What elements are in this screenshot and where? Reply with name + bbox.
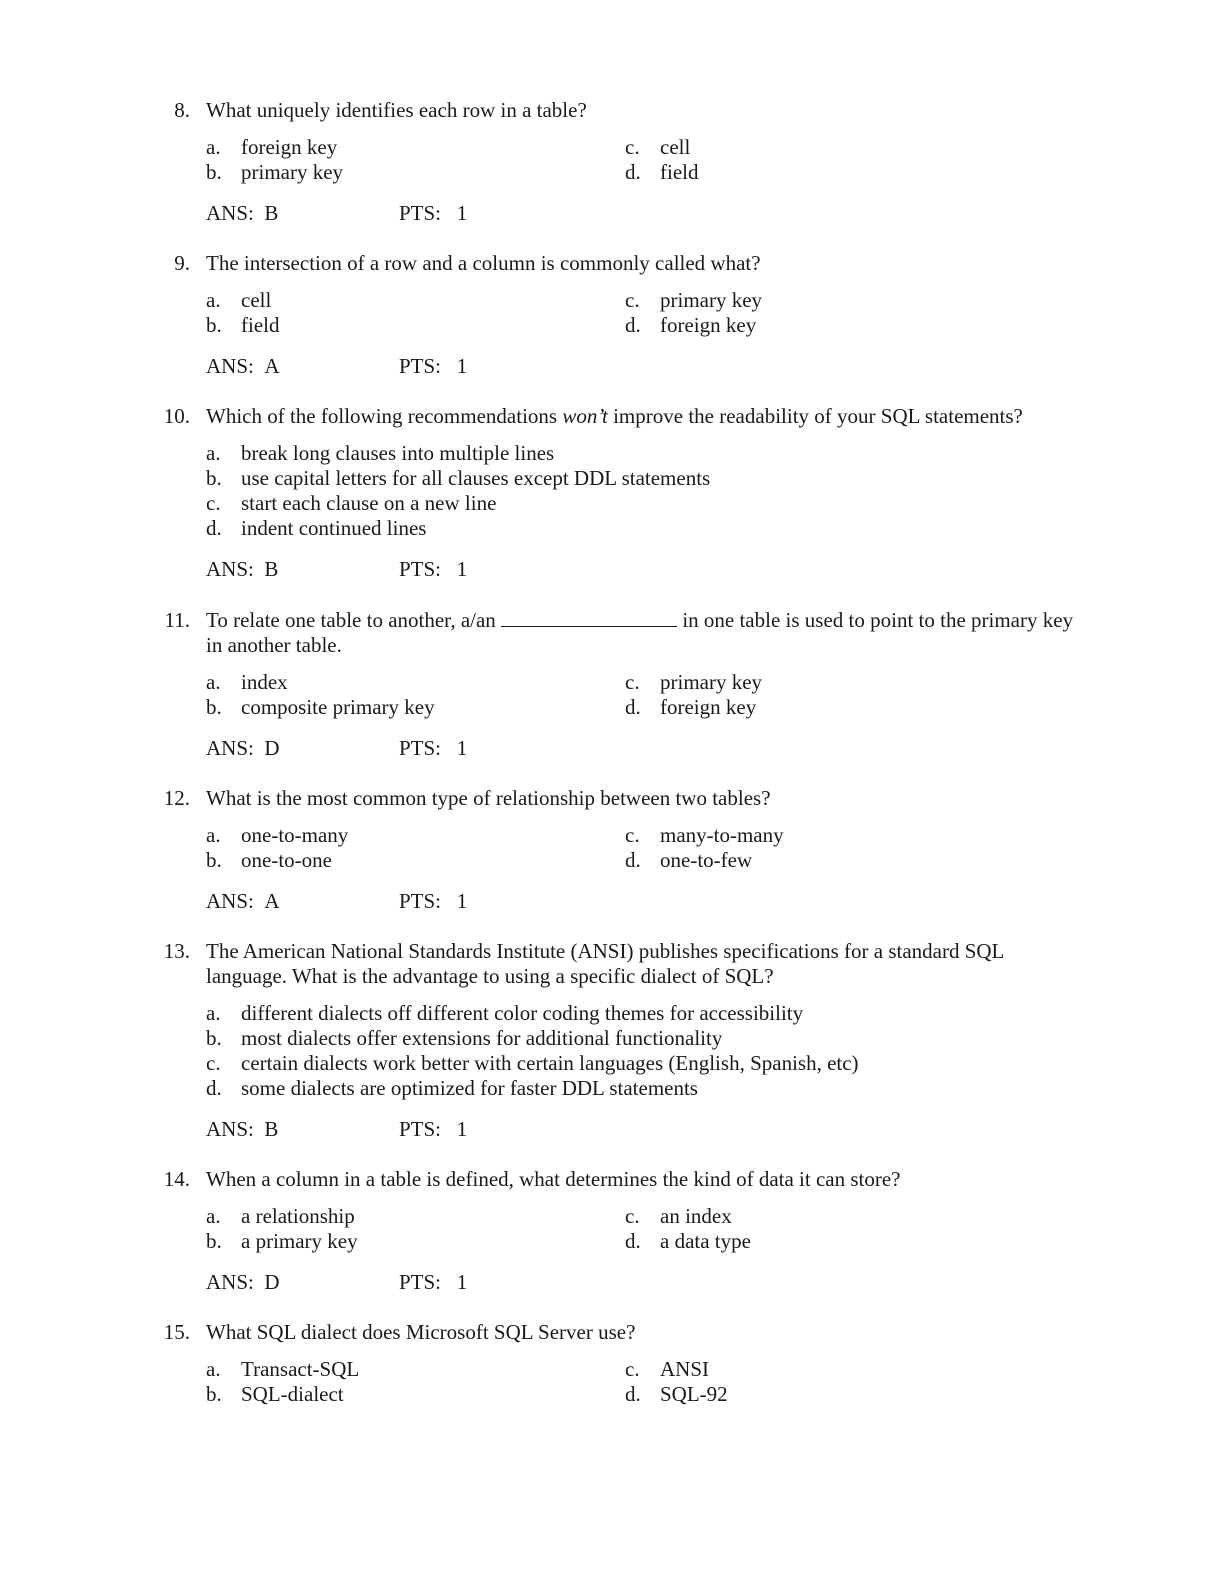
option-letter: d.: [625, 848, 641, 872]
option-a: [206, 441, 554, 466]
option-letter: a.: [206, 441, 221, 465]
option-b: [206, 1026, 722, 1051]
option-letter: a.: [206, 1204, 221, 1228]
option-b: [206, 160, 343, 185]
option-d: [625, 160, 698, 185]
option-text: many-to-many: [660, 823, 784, 847]
stem-text: To relate one table to another, a/an: [206, 608, 502, 632]
option-d: [206, 516, 426, 541]
question-number: 10.: [163, 404, 190, 428]
option-text: cell: [241, 288, 272, 312]
option-c: [206, 491, 496, 516]
option-letter: d.: [206, 516, 222, 540]
answer-line: [206, 1117, 278, 1142]
option-d: [625, 695, 756, 720]
question-stem: The intersection of a row and a column is commonly called what?: [206, 251, 761, 275]
option-text: ANSI: [660, 1357, 710, 1381]
option-text: SQL-dialect: [241, 1382, 344, 1406]
question-stem: What SQL dialect does Microsoft SQL Server use?: [206, 1320, 636, 1344]
option-letter: c.: [625, 288, 640, 312]
option-letter: b.: [206, 466, 222, 490]
option-b: [206, 466, 710, 491]
option-letter: b.: [206, 1026, 222, 1050]
answer-value: A: [264, 889, 280, 913]
option-text: different dialects off different color coding themes for accessibility: [241, 1001, 804, 1025]
points-line: [399, 1270, 467, 1295]
option-letter: b.: [206, 695, 222, 719]
option-b: [206, 313, 279, 338]
answer-value: B: [264, 557, 279, 581]
answer-value: B: [264, 1117, 279, 1141]
option-text: primary key: [660, 670, 763, 694]
option-text: SQL-92: [660, 1382, 728, 1406]
option-text: foreign key: [660, 695, 757, 719]
answer-label: ANS:: [206, 354, 254, 378]
option-text: primary key: [660, 288, 763, 312]
answer-label: ANS:: [206, 557, 254, 581]
option-text: primary key: [241, 160, 344, 184]
option-letter: d.: [625, 160, 641, 184]
option-text: composite primary key: [241, 695, 435, 719]
option-text: one-to-few: [660, 848, 753, 872]
option-text: break long clauses into multiple lines: [241, 441, 555, 465]
points-line: [399, 201, 467, 226]
points-value: 1: [456, 1270, 468, 1294]
option-c: [625, 823, 784, 848]
stem-text: The American National Standards Institute (ANSI) publishes specifications for a standard SQL: [206, 939, 1005, 963]
answer-line: [206, 736, 280, 761]
points-label: PTS:: [399, 1117, 442, 1141]
option-text: an index: [660, 1204, 732, 1228]
option-letter: c.: [625, 135, 640, 159]
option-letter: c.: [625, 670, 640, 694]
option-a: [206, 135, 337, 160]
option-letter: a.: [206, 670, 221, 694]
answer-line: [206, 201, 278, 226]
points-line: [399, 736, 467, 761]
option-b: [206, 1229, 358, 1254]
question-number: 8.: [174, 98, 190, 122]
option-b: [206, 848, 332, 873]
option-text: cell: [660, 135, 691, 159]
question-number: 12.: [163, 786, 190, 810]
option-text: a relationship: [241, 1204, 355, 1228]
option-c: [625, 1204, 732, 1229]
option-a: [206, 288, 271, 313]
option-d: [625, 848, 752, 873]
option-text: use capital letters for all clauses except DDL statements: [241, 466, 711, 490]
option-letter: d.: [206, 1076, 222, 1100]
question-stem: What is the most common type of relationship between two tables?: [206, 786, 771, 810]
option-letter: b.: [206, 1229, 222, 1253]
option-text: most dialects offer extensions for additional functionality: [241, 1026, 723, 1050]
question-stem: What uniquely identifies each row in a table?: [206, 98, 587, 122]
stem-text: language. What is the advantage to using a specific dialect of SQL?: [206, 964, 774, 988]
question-stem: When a column in a table is defined, what determines the kind of data it can store?: [206, 1167, 901, 1191]
stem-text: in another table.: [206, 633, 342, 657]
question-number: 9.: [174, 251, 190, 275]
option-a: [206, 1357, 359, 1382]
option-a: [206, 1001, 803, 1026]
option-text: foreign key: [241, 135, 338, 159]
points-label: PTS:: [399, 736, 442, 760]
option-letter: a.: [206, 823, 221, 847]
points-value: 1: [456, 736, 468, 760]
option-d: [206, 1076, 698, 1101]
answer-value: B: [264, 201, 279, 225]
option-b: [206, 695, 435, 720]
answer-label: ANS:: [206, 201, 254, 225]
option-text: foreign key: [660, 313, 757, 337]
points-label: PTS:: [399, 354, 442, 378]
option-letter: a.: [206, 288, 221, 312]
option-d: [625, 313, 756, 338]
option-letter: b.: [206, 848, 222, 872]
answer-value: A: [264, 354, 280, 378]
option-letter: d.: [625, 695, 641, 719]
option-c: [625, 670, 762, 695]
points-value: 1: [456, 201, 468, 225]
option-a: [206, 823, 348, 848]
stem-text: Which of the following recommendations: [206, 404, 563, 428]
question-stem: [206, 608, 1106, 658]
points-line: [399, 354, 467, 379]
option-c: [625, 1357, 709, 1382]
option-text: some dialects are optimized for faster DDL statements: [241, 1076, 698, 1100]
points-value: 1: [456, 889, 468, 913]
option-letter: b.: [206, 313, 222, 337]
option-d: [625, 1229, 751, 1254]
points-label: PTS:: [399, 889, 442, 913]
option-text: a data type: [660, 1229, 751, 1253]
question-number: 13.: [163, 939, 190, 963]
option-letter: c.: [206, 491, 221, 515]
option-text: one-to-many: [241, 823, 349, 847]
option-letter: c.: [625, 1357, 640, 1381]
option-letter: a.: [206, 1001, 221, 1025]
answer-value: D: [264, 1270, 280, 1294]
option-d: [625, 1382, 728, 1407]
option-letter: c.: [625, 823, 640, 847]
option-c: [625, 288, 762, 313]
option-text: index: [241, 670, 288, 694]
option-letter: c.: [206, 1051, 221, 1075]
points-value: 1: [456, 557, 468, 581]
stem-text: in one table is used to point to the primary key: [677, 608, 1074, 632]
stem-emphasis: won’t: [562, 404, 608, 428]
answer-line: [206, 557, 278, 582]
option-c: [206, 1051, 859, 1076]
points-line: [399, 1117, 467, 1142]
question-number: 14.: [163, 1167, 190, 1191]
option-c: [625, 135, 690, 160]
option-a: [206, 1204, 355, 1229]
answer-value: D: [264, 736, 280, 760]
option-letter: d.: [625, 1229, 641, 1253]
question-stem: [206, 939, 1106, 989]
answer-line: [206, 354, 280, 379]
option-text: one-to-one: [241, 848, 332, 872]
points-label: PTS:: [399, 1270, 442, 1294]
question-number: 15.: [163, 1320, 190, 1344]
option-letter: d.: [625, 313, 641, 337]
option-letter: b.: [206, 160, 222, 184]
answer-label: ANS:: [206, 1270, 254, 1294]
option-letter: c.: [625, 1204, 640, 1228]
option-text: Transact-SQL: [241, 1357, 360, 1381]
points-value: 1: [456, 1117, 468, 1141]
option-letter: b.: [206, 1382, 222, 1406]
answer-line: [206, 1270, 280, 1295]
option-a: [206, 670, 288, 695]
option-text: indent continued lines: [241, 516, 427, 540]
fill-in-blank: [501, 608, 677, 627]
answer-line: [206, 889, 280, 914]
option-letter: a.: [206, 1357, 221, 1381]
points-label: PTS:: [399, 201, 442, 225]
stem-text: improve the readability of your SQL statements?: [607, 404, 1023, 428]
option-text: field: [660, 160, 699, 184]
option-text: certain dialects work better with certain languages (English, Spanish, etc): [241, 1051, 859, 1075]
option-letter: d.: [625, 1382, 641, 1406]
points-value: 1: [456, 354, 468, 378]
points-line: [399, 557, 467, 582]
option-letter: a.: [206, 135, 221, 159]
points-label: PTS:: [399, 557, 442, 581]
option-b: [206, 1382, 344, 1407]
option-text: start each clause on a new line: [241, 491, 497, 515]
answer-label: ANS:: [206, 1117, 254, 1141]
question-stem: [206, 404, 1106, 429]
question-number: 11.: [164, 608, 190, 632]
points-line: [399, 889, 467, 914]
answer-label: ANS:: [206, 889, 254, 913]
option-text: field: [241, 313, 280, 337]
answer-label: ANS:: [206, 736, 254, 760]
option-text: a primary key: [241, 1229, 358, 1253]
